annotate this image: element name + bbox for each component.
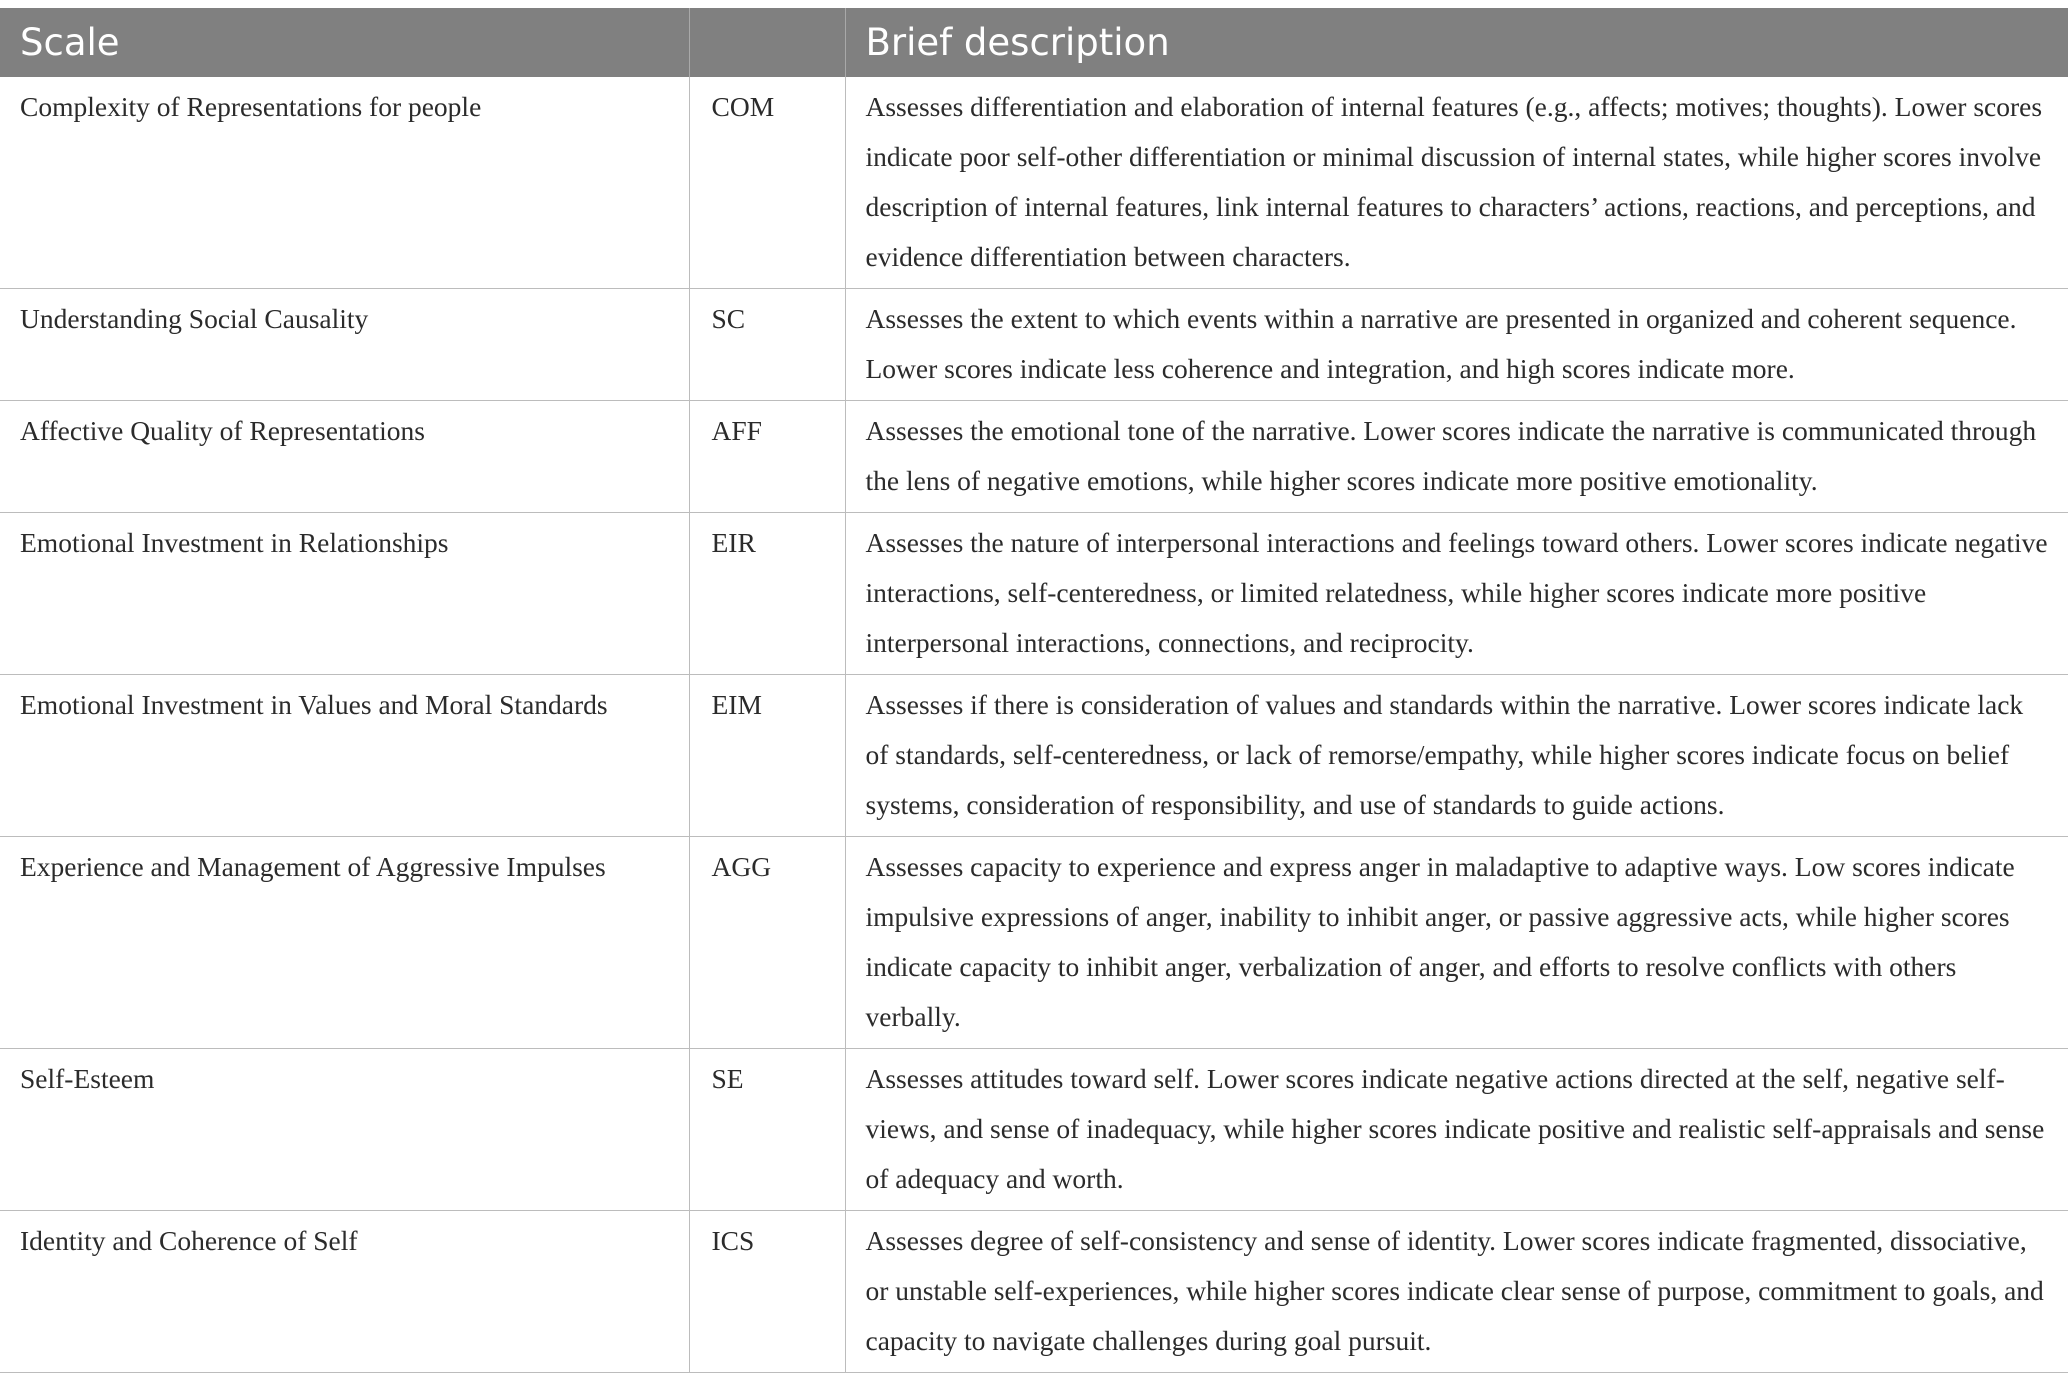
- scale-name: Experience and Management of Aggressive Impulses: [0, 837, 689, 1049]
- scale-description: Assesses attitudes toward self. Lower scores indicate negative actions directed at the self, negative self-views, and sense of inadequacy, while higher scores indicate positive and realistic self-appraisals and sense of adequacy and worth.: [845, 1049, 2068, 1211]
- scale-name: Understanding Social Causality: [0, 289, 689, 401]
- header-brief-description: Brief description: [845, 8, 2068, 77]
- scale-description: Assesses the emotional tone of the narrative. Lower scores indicate the narrative is communicated through the lens of negative emotions, while higher scores indicate more positive emotionality.: [845, 401, 2068, 513]
- scale-name: Emotional Investment in Values and Moral Standards: [0, 675, 689, 837]
- scale-description: Assesses differentiation and elaboration of internal features (e.g., affects; motives; thoughts). Lower scores indicate poor self-other differentiation or minimal discussion of internal states, while higher scores involve description of internal features, link internal features to characters’ actions, reactions, and perceptions, and evidence differentiation between characters.: [845, 77, 2068, 289]
- scale-description: Assesses the nature of interpersonal interactions and feelings toward others. Lower scores indicate negative interactions, self-centeredness, or limited relatedness, while higher scores indicate more positive interpersonal interactions, connections, and reciprocity.: [845, 513, 2068, 675]
- scale-name: Identity and Coherence of Self: [0, 1211, 689, 1373]
- scale-name: Self-Esteem: [0, 1049, 689, 1211]
- scale-description: Assesses the extent to which events within a narrative are presented in organized and coherent sequence. Lower scores indicate less coherence and integration, and high scores indicate more.: [845, 289, 2068, 401]
- table-row: [0, 1211, 2068, 1373]
- scale-name: Affective Quality of Representations: [0, 401, 689, 513]
- table-row: [0, 77, 2068, 289]
- scale-abbreviation: COM: [689, 77, 845, 289]
- scale-abbreviation: EIM: [689, 675, 845, 837]
- table-header: [0, 8, 2068, 77]
- header-scale: Scale: [0, 8, 689, 77]
- scale-description: Assesses if there is consideration of values and standards within the narrative. Lower scores indicate lack of standards, self-centeredness, or lack of remorse/empathy, while higher scores indicate focus on belief systems, consideration of responsibility, and use of standards to guide actions.: [845, 675, 2068, 837]
- header-row: [0, 8, 2068, 77]
- scales-table: [0, 8, 2068, 1373]
- table-row: [0, 675, 2068, 837]
- header-abbreviation: [689, 8, 845, 77]
- scale-abbreviation: AGG: [689, 837, 845, 1049]
- table-row: [0, 513, 2068, 675]
- scale-abbreviation: AFF: [689, 401, 845, 513]
- scale-name: Complexity of Representations for people: [0, 77, 689, 289]
- scale-description: Assesses capacity to experience and express anger in maladaptive to adaptive ways. Low scores indicate impulsive expressions of anger, inability to inhibit anger, or passive aggressive acts, while higher scores indicate capacity to inhibit anger, verbalization of anger, and efforts to resolve conflicts with others verbally.: [845, 837, 2068, 1049]
- table-row: [0, 289, 2068, 401]
- table-row: [0, 837, 2068, 1049]
- table-row: [0, 1049, 2068, 1211]
- scale-abbreviation: SC: [689, 289, 845, 401]
- scale-name: Emotional Investment in Relationships: [0, 513, 689, 675]
- scale-abbreviation: SE: [689, 1049, 845, 1211]
- table-row: [0, 401, 2068, 513]
- scale-abbreviation: EIR: [689, 513, 845, 675]
- scale-abbreviation: ICS: [689, 1211, 845, 1373]
- table-body: [0, 77, 2068, 1373]
- scales-table-container: [0, 8, 2068, 1373]
- scale-description: Assesses degree of self-consistency and sense of identity. Lower scores indicate fragmented, dissociative, or unstable self-experiences, while higher scores indicate clear sense of purpose, commitment to goals, and capacity to navigate challenges during goal pursuit.: [845, 1211, 2068, 1373]
